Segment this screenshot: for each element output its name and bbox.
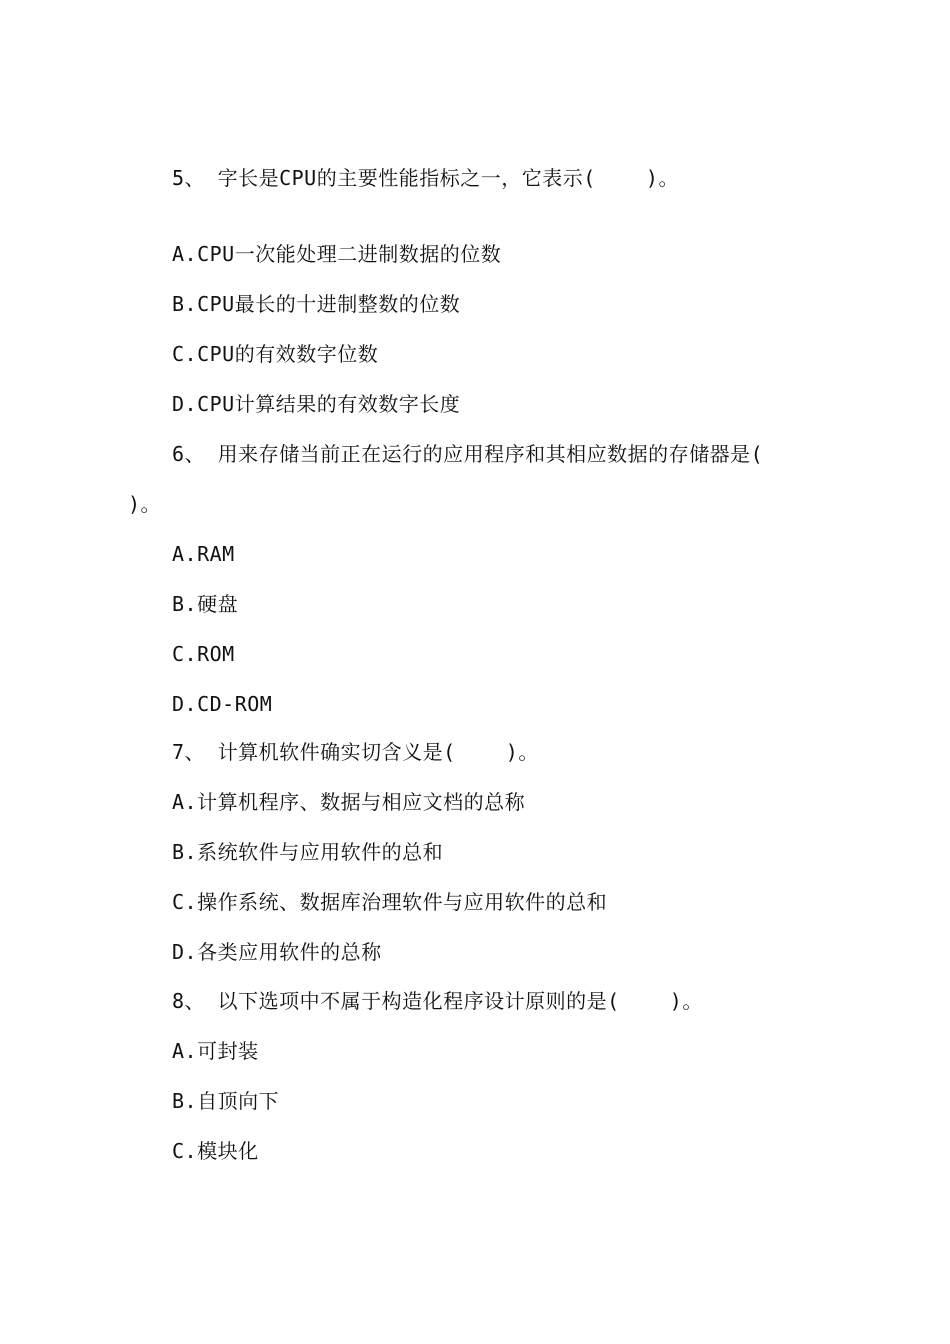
question-5-stem: 5、 字长是CPU的主要性能指标之一，它表示( )。 xyxy=(172,166,679,190)
question-6-option-a: A.RAM xyxy=(172,542,235,566)
question-8-stem: 8、 以下选项中不属于构造化程序设计原则的是( )。 xyxy=(172,989,703,1013)
question-7-stem: 7、 计算机软件确实切含义是( )。 xyxy=(172,740,539,764)
question-6-option-d: D.CD-ROM xyxy=(172,692,273,716)
question-8-option-c: C.模块化 xyxy=(172,1139,259,1163)
question-5-option-d: D.CPU计算结果的有效数字长度 xyxy=(172,392,461,416)
question-8-option-a: A.可封装 xyxy=(172,1039,259,1063)
question-7-option-c: C.操作系统、数据库治理软件与应用软件的总和 xyxy=(172,890,608,914)
question-7-option-d: D.各类应用软件的总称 xyxy=(172,940,382,964)
question-5-option-b: B.CPU最长的十进制整数的位数 xyxy=(172,292,461,316)
question-5-option-a: A.CPU一次能处理二进制数据的位数 xyxy=(172,242,502,266)
question-7-option-b: B.系统软件与应用软件的总和 xyxy=(172,840,444,864)
question-5-option-c: C.CPU的有效数字位数 xyxy=(172,342,379,366)
question-6-stem-continuation: )。 xyxy=(128,492,162,516)
question-6-stem: 6、 用来存储当前正在运行的应用程序和其相应数据的存储器是( xyxy=(172,442,764,466)
question-6-option-c: C.ROM xyxy=(172,642,235,666)
question-8-option-b: B.自顶向下 xyxy=(172,1089,280,1113)
question-6-option-b: B.硬盘 xyxy=(172,592,239,616)
question-7-option-a: A.计算机程序、数据与相应文档的总称 xyxy=(172,790,526,814)
